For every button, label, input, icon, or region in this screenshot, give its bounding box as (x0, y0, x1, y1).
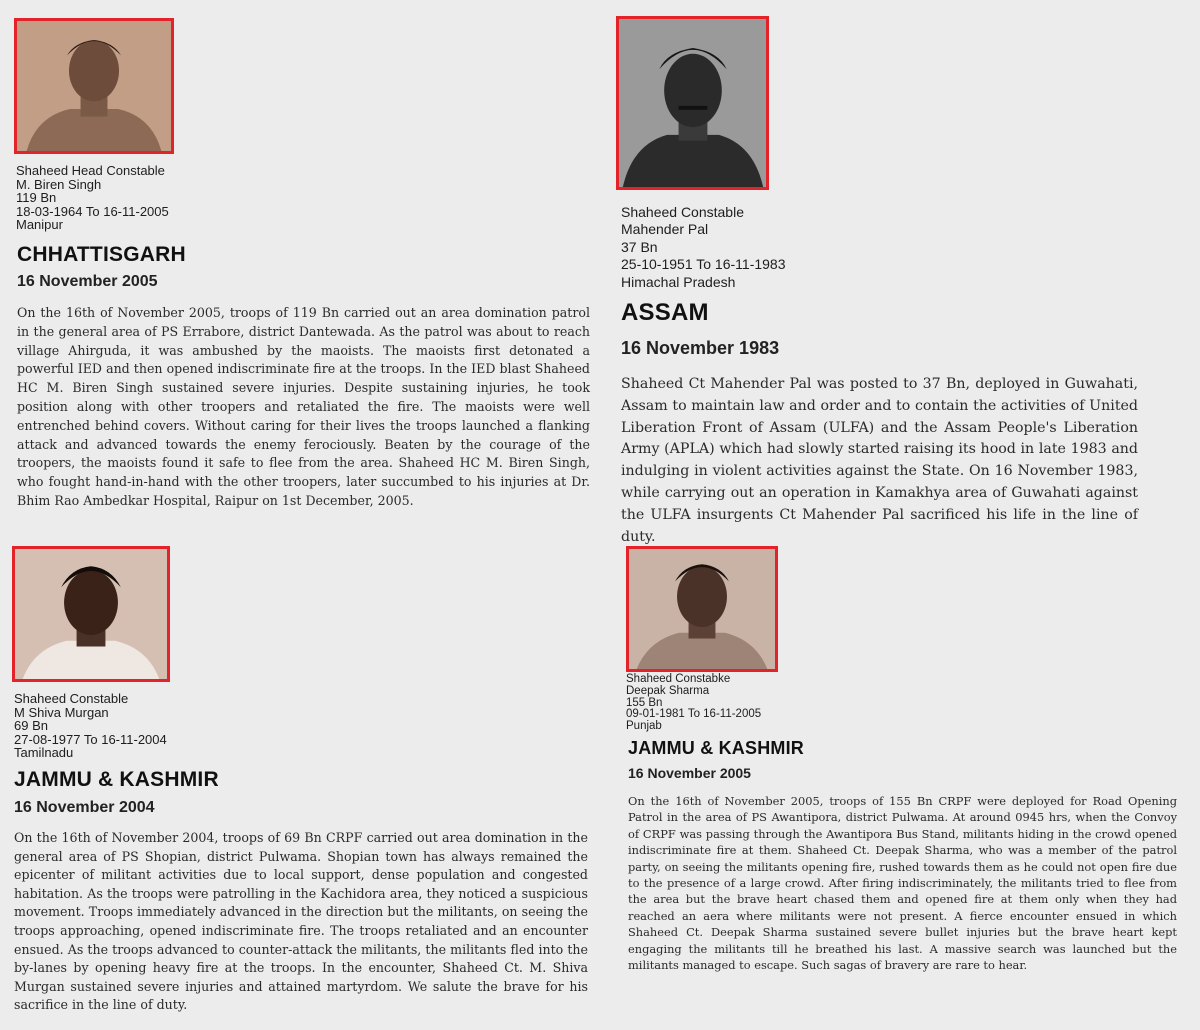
caption-biren-singh (16, 164, 169, 232)
caption-name: M. Biren Singh (16, 176, 102, 192)
caption-rank: Shaheed Head Constable (16, 163, 165, 178)
caption-battalion: 155 Bn (626, 696, 663, 709)
incident-date: 16 November 2005 (628, 765, 751, 781)
caption-battalion: 69 Bn (14, 718, 48, 734)
portrait-icon (17, 21, 171, 151)
caption-shiva-murgan (14, 692, 167, 760)
portrait-photo-biren-singh (14, 18, 174, 154)
caption-rank: Shaheed Constable (621, 204, 744, 220)
portrait-icon (619, 19, 766, 187)
portrait-icon (629, 549, 775, 669)
caption-name: M Shiva Murgan (14, 704, 109, 720)
caption-home-state: Manipur (16, 217, 63, 233)
caption-dates: 27-08-1977 To 16-11-2004 (14, 731, 167, 747)
caption-deepak-sharma (626, 674, 761, 733)
state-heading: ASSAM (621, 299, 709, 326)
incident-date: 16 November 2004 (14, 799, 155, 816)
caption-battalion: 37 Bn (621, 238, 658, 255)
state-heading: JAMMU & KASHMIR (628, 738, 804, 758)
portrait-photo-mahender-pal (616, 16, 769, 190)
incident-description: On the 16th of November 2004, troops of 69 Bn CRPF carried out area domination in the general area of PS Shopian, district Pulwama. Shopian town has always remained the epicenter of militant activities due to local support, dense population and congested habitation. As the troops were patrolling in the Kachidora area, they noticed a suspicious movement. Troops immediately advanced in the direction but the militants, on seeing the troops approaching, opened indiscriminate fire. The troops retaliated and an encounter ensued. As the troops advanced to counter-attack the militants, the militants fled into the by-lanes by opening heavy fire at the troops. In the encounter, Shaheed Ct. M. Shiva Murgan sustained severe injuries and attained martyrdom. We salute the brave for his sacrifice in the line of duty. (14, 830, 588, 1013)
caption-dates: 25-10-1951 To 16-11-1983 (621, 256, 786, 273)
caption-home-state: Punjab (626, 720, 662, 733)
portrait-icon (15, 549, 167, 679)
caption-name: Mahender Pal (621, 221, 709, 238)
caption-rank: Shaheed Constabke (626, 673, 731, 685)
state-heading: JAMMU & KASHMIR (14, 768, 219, 791)
portrait-photo-deepak-sharma (626, 546, 778, 672)
state-heading: CHHATTISGARH (17, 243, 186, 266)
incident-description: On the 16th of November 2005, troops of 119 Bn carried out an area domination patrol in the general area of PS Errabore, district Dantewada. As the patrol was about to reach village Ahirguda, it was ambushed by the maoists. The maoists first detonated a powerful IED and then opened indiscriminate fire at the troops. In the IED blast Shaheed HC M. Biren Singh sustained severe injuries. Despite sustaining injuries, he took position along with other troopers and retaliated the fire. The maoists were well entrenched behind covers. Without caring for their lives the troops launched a flanking attack and advanced towards the enemy ferociously. Beaten by the courage of the troopers, the maoists found it safe to flee from the area. Shaheed HC M. Biren Singh, who fought hand-in-hand with the other troopers, later succumbed to his injuries at Dr. Bhim Rao Ambedkar Hospital, Raipur on 1st December, 2005. (17, 305, 590, 508)
caption-name: Deepak Sharma (626, 684, 710, 697)
incident-description: Shaheed Ct Mahender Pal was posted to 37 Bn, deployed in Guwahati, Assam to maintain law and order and to contain the activities of United Liberation Front of Assam (ULFA) and the Assam People's Liberation Army (APLA) which had slowly started raising its hood in late 1983 and indulging in violent activities against the State. On 16 November 1983, while carrying out an operation in Kamakhya area of Guwahati against the ULFA insurgents Ct Mahender Pal sacrificed his life in the line of duty. (621, 376, 1138, 545)
incident-date: 16 November 1983 (621, 338, 780, 358)
portrait-photo-shiva-murgan (12, 546, 170, 682)
caption-home-state: Tamilnadu (14, 745, 74, 761)
incident-date: 16 November 2005 (17, 273, 158, 290)
caption-dates: 18-03-1964 To 16-11-2005 (16, 203, 169, 219)
caption-rank: Shaheed Constable (14, 691, 129, 706)
incident-description: On the 16th of November 2005, troops of 155 Bn CRPF were deployed for Road Opening Patrol in the area of PS Awantipora, district Pulwama. At around 0945 hrs, when the Convoy of CRPF was passing through the Awantipora Bus Stand, militants hiding in the crowd opened indiscriminate fire at them. Shaheed Ct. Deepak Sharma, who was a member of the patrol party, on seeing the militants opening fire, rushed towards them as he could not open fire due to the presence of a large crowd. After firing indiscriminately, the militants tried to flee from the area but the brave heart chased them and opened fire at them only when they had reached an aera where militants were not present. A fierce encounter ensued in which Shaheed Ct. Deepak Sharma sustained severe bullet injuries but the brave heart kept engaging the militants till he breathed his last. A massive search was launched but the militants managed to escape. Such sagas of bravery are rare to hear. (628, 794, 1177, 973)
caption-mahender-pal (621, 204, 786, 291)
caption-home-state: Himachal Pradesh (621, 273, 736, 290)
caption-battalion: 119 Bn (16, 190, 57, 206)
caption-dates: 09-01-1981 To 16-11-2005 (626, 708, 762, 721)
